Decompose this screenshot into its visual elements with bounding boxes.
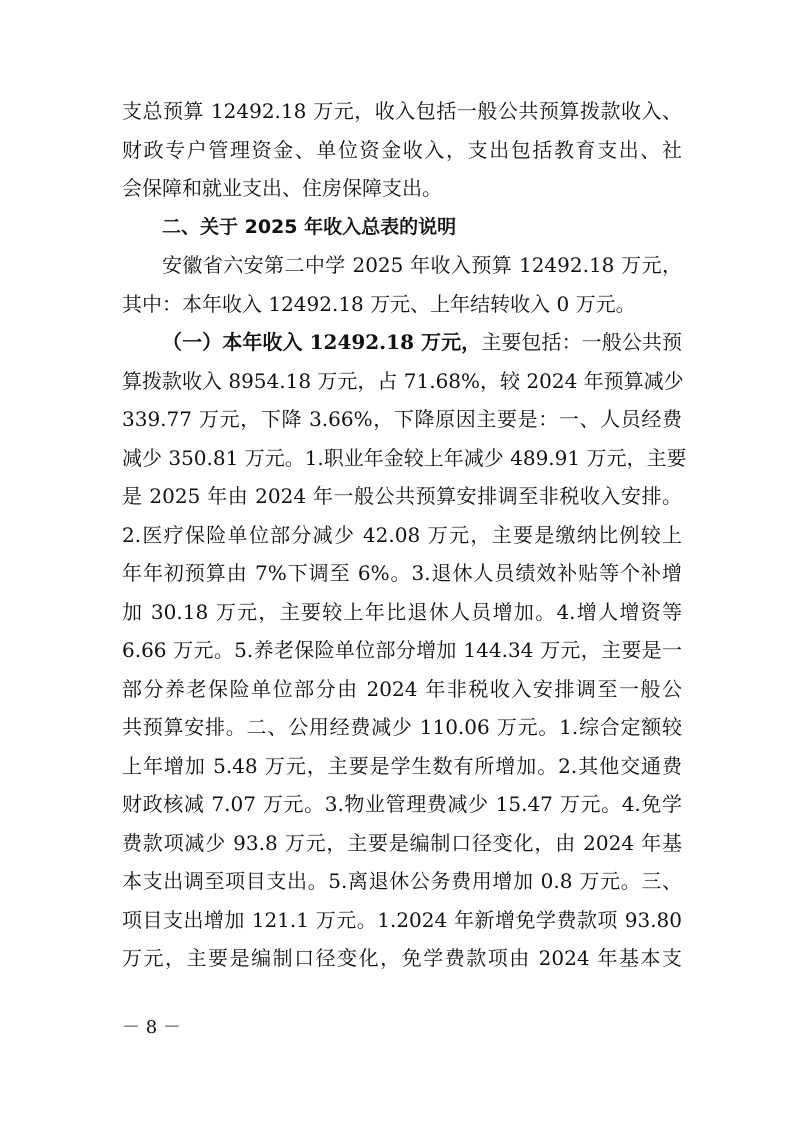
page-number: － 8 － <box>122 1017 181 1038</box>
subsection-line <box>122 323 682 362</box>
subsection-text: 主要包括：一般公共预 <box>481 330 682 354</box>
body-line: 减少 350.81 万元。1.职业年金较上年减少 489.91 万元，主要 <box>122 445 687 470</box>
body-line: 安徽省六安第二中学 2025 年收入预算 12492.18 万元， <box>162 253 682 277</box>
body-line: 项目支出增加 121.1 万元。1.2024 年新增免学费款项 93.80 <box>122 907 682 932</box>
body-line: 其中：本年收入 12492.18 万元、上年结转收入 0 万元。 <box>122 291 636 316</box>
body-line: 2.医疗保险单位部分减少 42.08 万元，主要是缴纳比例较上 <box>122 522 682 547</box>
body-line: 财政专户管理资金、单位资金收入，支出包括教育支出、社 <box>122 137 682 162</box>
subsection-heading: （一）本年收入 12492.18 万元， <box>162 330 482 354</box>
body-line: 会保障和就业支出、住房保障支出。 <box>122 176 442 200</box>
body-line: 上年增加 5.48 万元，主要是学生数有所增加。2.其他交通费 <box>122 753 682 778</box>
body-line: 共预算安排。二、公用经费减少 110.06 万元。1.综合定额较 <box>122 715 682 739</box>
body-line: 是 2025 年由 2024 年一般公共预算安排调至非税收入安排。 <box>122 484 682 508</box>
body-line: 财政核减 7.07 万元。3.物业管理费减少 15.47 万元。4.免学 <box>122 792 682 816</box>
body-line: 算拨款收入 8954.18 万元，占 71.68%，较 2024 年预算减少 <box>122 368 684 393</box>
section-heading: 二、关于 2025 年收入总表的说明 <box>162 215 457 238</box>
body-line: 费款项减少 93.8 万元，主要是编制口径变化，由 2024 年基 <box>122 830 682 855</box>
body-line: 部分养老保险单位部分由 2024 年非税收入安排调至一般公 <box>122 676 682 701</box>
body-line: 加 30.18 万元，主要较上年比退休人员增加。4.增人增资等 <box>122 599 682 624</box>
body-line: 年年初预算由 7%下调至 6%。3.退休人员绩效补贴等个补增 <box>122 561 682 585</box>
body-line: 万元，主要是编制口径变化，免学费款项由 2024 年基本支 <box>122 946 682 970</box>
body-line: 支总预算 12492.18 万元，收入包括一般公共预算拨款收入、 <box>122 99 682 123</box>
document-body <box>122 92 687 978</box>
body-line: 本支出调至项目支出。5.离退休公务费用增加 0.8 万元。三、 <box>122 869 682 893</box>
body-line: 339.77 万元，下降 3.66%，下降原因主要是：一、人员经费 <box>122 407 682 431</box>
body-line: 6.66 万元。5.养老保险单位部分增加 144.34 万元，主要是一 <box>122 638 682 662</box>
